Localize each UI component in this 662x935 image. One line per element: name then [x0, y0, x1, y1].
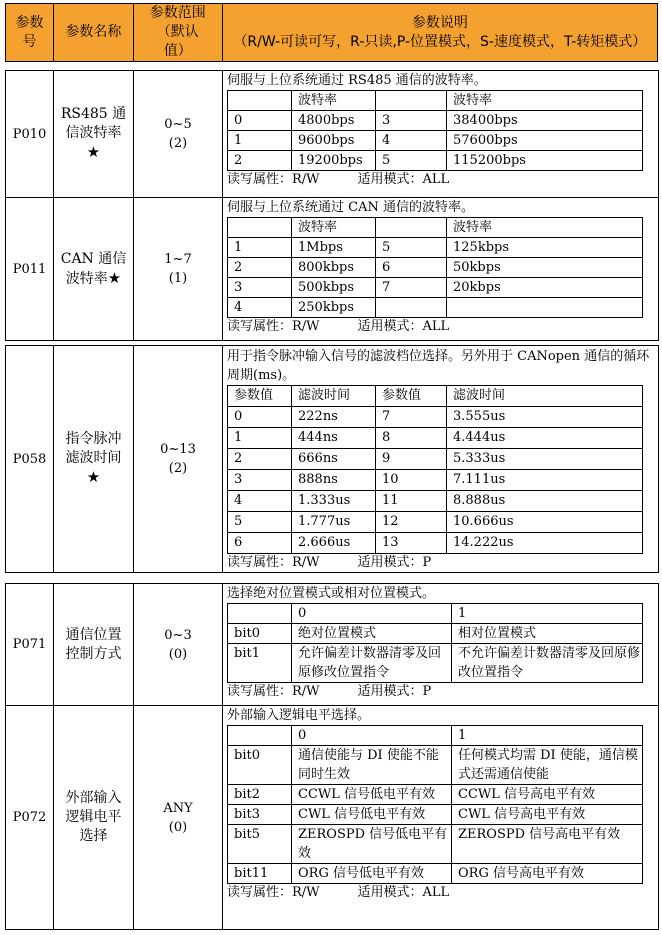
table-row: 2 800kbps 6 50kbps: [228, 258, 643, 278]
param-block-3: [5, 583, 659, 930]
attribute-footer: 读写属性：R/W 适用模式：ALL: [227, 319, 450, 334]
table-row: 2 19200bps 5 115200bps: [228, 151, 643, 171]
description-text: 外部输入逻辑电平选择。: [227, 708, 371, 723]
table-row: bit11 ORG 信号低电平有效 ORG 信号高电平有效: [228, 864, 643, 884]
table-row: bit0 通信使能与 DI 使能不能同时生效 任何模式均需 DI 使能，通信模式还需通信使能: [228, 746, 643, 785]
param-row-p071: [6, 584, 659, 706]
description-text: 选择绝对位置模式或相对位置模式。: [227, 586, 436, 601]
table-row: 1 1Mbps 5 125kbps: [228, 238, 643, 258]
param-description: [223, 71, 659, 198]
table-row: bit3 CWL 信号低电平有效 CWL 信号高电平有效: [228, 805, 643, 825]
param-name: 指令脉冲 滤波时间 ★: [54, 346, 134, 573]
bit-function-table: 0 1 bit0 通信使能与 DI 使能不能同时生效 任何模式均需 DI 使能，通信模式还需通信使能 bit2 CCWL 信号低电平有效 CCWL 信号高电平有效 bit3 CWL 信号低电平有效 CWL 信号高电平有效 bit5 ZEROSPD 信号低电平有效 ZEROSPD 信号高电平有效 bit11 ORG 信号低电平有效 ORG 信号高电平有效: [227, 725, 643, 884]
param-name: 通信位置 控制方式: [54, 584, 134, 706]
description-text: 伺服与上位系统通过 RS485 通信的波特率。: [227, 73, 487, 88]
table-row: bit1 允许偏差计数器清零及回原修改位置指令 不允许偏差计数器清零及回原修改位置指令: [228, 644, 643, 683]
table-row: 0 222ns 7 3.555us: [228, 407, 643, 428]
table-row: bit2 CCWL 信号低电平有效 CCWL 信号高电平有效: [228, 785, 643, 805]
header-param-name: 参数名称: [53, 4, 133, 62]
table-row: 1 9600bps 4 57600bps: [228, 131, 643, 151]
param-row-p058: [6, 346, 659, 573]
attribute-footer: 读写属性：R/W 适用模式：ALL: [227, 172, 450, 187]
param-id: P010: [6, 71, 54, 198]
param-id: P071: [6, 584, 54, 706]
param-row-p072: [6, 706, 659, 930]
star-icon: ★: [107, 268, 122, 287]
table-row: 0 4800bps 3 38400bps: [228, 111, 643, 131]
param-description: [223, 706, 659, 930]
param-description: [223, 346, 659, 573]
filter-time-table: 参数值 滤波时间 参数值 滤波时间 0 222ns 7 3.555us 1 444ns 8 4.444us 2 666ns 9 5.333us 3 888ns 10 7.111us 4 1.333us 11 8.888us 5 1.777us 12 10.666us 6 2.666us 13 14.222us: [227, 385, 643, 554]
table-row: 4 250kbps: [228, 298, 643, 318]
baud-rate-table: 波特率 波特率 0 4800bps 3 38400bps 1 9600bps 4 57600bps 2 19200bps 5 115200bps: [227, 90, 643, 171]
table-row: 6 2.666us 13 14.222us: [228, 533, 643, 554]
param-range: 1~7 (1): [134, 198, 223, 341]
param-description: [223, 198, 659, 341]
attribute-footer: 读写属性：R/W 适用模式：ALL: [227, 885, 450, 900]
table-row: 2 666ns 9 5.333us: [228, 449, 643, 470]
param-id: P058: [6, 346, 54, 573]
header-param-no: 参数 号: [6, 4, 54, 62]
table-row: 5 1.777us 12 10.666us: [228, 512, 643, 533]
attribute-footer: 读写属性：R/W 适用模式：P: [227, 684, 432, 699]
param-block-1: [5, 70, 659, 341]
table-row: 3 888ns 10 7.111us: [228, 470, 643, 491]
param-name: CAN 通信 波特率★: [54, 198, 134, 341]
param-description: [223, 584, 659, 706]
star-icon: ★: [86, 468, 101, 486]
attribute-footer: 读写属性：R/W 适用模式：P: [227, 555, 432, 570]
param-range: 0~5 (2): [134, 71, 223, 198]
param-block-2: [5, 345, 659, 573]
param-row-p010: [6, 71, 659, 198]
param-range: 0~13 (2): [134, 346, 223, 573]
table-row: 3 500kbps 7 20kbps: [228, 278, 643, 298]
table-row: bit0 绝对位置模式 相对位置模式: [228, 624, 643, 644]
param-id: P072: [6, 706, 54, 930]
bit-function-table: 0 1 bit0 绝对位置模式 相对位置模式 bit1 允许偏差计数器清零及回原修改位置指令 不允许偏差计数器清零及回原修改位置指令: [227, 603, 643, 683]
baud-rate-table: 波特率 波特率 1 1Mbps 5 125kbps 2 800kbps 6 50kbps 3 500kbps 7 20kbps 4 250kbps: [227, 217, 643, 318]
header-table: [5, 3, 658, 62]
param-id: P011: [6, 198, 54, 341]
description-text: 伺服与上位系统通过 CAN 通信的波特率。: [227, 200, 474, 215]
header-param-desc: 参数说明 （R/W-可读可写，R-只读,P-位置模式，S-速度模式，T-转矩模式）: [222, 4, 657, 62]
param-row-p011: [6, 198, 659, 341]
param-range: ANY (0): [134, 706, 223, 930]
header-param-range: 参数范围 （默认 值）: [133, 4, 222, 62]
param-name: RS485 通 信波特率 ★: [54, 71, 134, 198]
table-row: bit5 ZEROSPD 信号低电平有效 ZEROSPD 信号高电平有效: [228, 825, 643, 864]
param-name: 外部输入 逻辑电平 选择: [54, 706, 134, 930]
table-row: 1 444ns 8 4.444us: [228, 428, 643, 449]
table-row: 4 1.333us 11 8.888us: [228, 491, 643, 512]
star-icon: ★: [86, 143, 101, 161]
description-text: 用于指令脉冲输入信号的滤波档位选择。另外用于 CANopen 通信的循环周期(ms)。: [227, 349, 650, 383]
param-range: 0~3 (0): [134, 584, 223, 706]
